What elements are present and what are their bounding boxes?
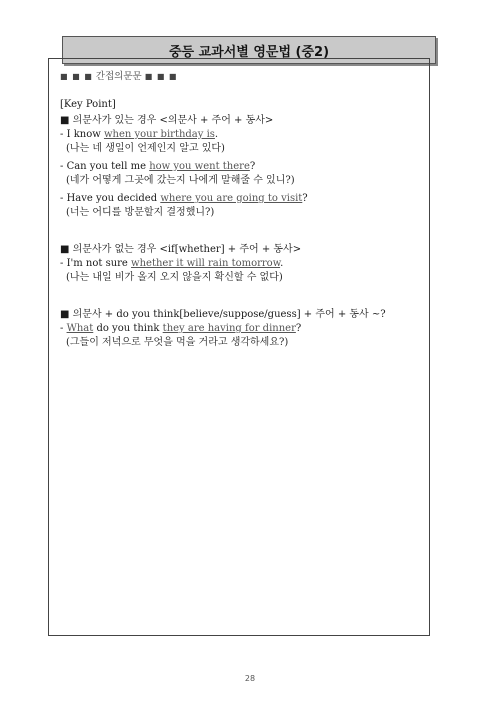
example-dash: -	[60, 161, 67, 172]
example-punct: .	[280, 258, 284, 269]
rule-1-label: ■ 의문사가 있는 경우 <의문사 + 주어 + 동사>	[60, 115, 274, 126]
example-text: Have you decided	[66, 193, 161, 204]
page-number: 28	[244, 674, 256, 683]
example-translation: (너는 어디를 방문할지 결정했니?)	[66, 207, 215, 218]
example-punct: ?	[249, 161, 256, 172]
example-text: I'm not sure	[66, 258, 132, 269]
example-dash: -	[60, 258, 67, 269]
example-text: Can you tell me	[66, 161, 150, 172]
example-clause: how you went there	[149, 161, 250, 172]
header-title: 중등 교과서별 영문법 (중2)	[168, 44, 330, 60]
rule-3-example-1	[60, 322, 420, 350]
key-point-label: [Key Point]	[60, 99, 116, 110]
rule-3-label: ■ 의문사 + do you think[believe/suppose/guess] + 주어 + 동사 ~?	[60, 309, 386, 320]
example-translation: (그들이 저녁으로 무엇을 먹을 거라고 생각하세요?)	[66, 337, 289, 348]
rule-2-example-1	[60, 257, 420, 285]
example-text: I know	[66, 129, 104, 140]
rule-1-example-2	[60, 160, 420, 188]
example-dash: -	[60, 323, 67, 334]
example-text: do you think	[93, 323, 163, 334]
example-punct: ?	[295, 323, 302, 334]
example-question-word: What	[66, 323, 94, 334]
example-clause: when your birthday is	[103, 129, 215, 140]
example-translation: (나는 내일 비가 올지 오지 않을지 확신할 수 없다)	[66, 272, 283, 283]
section-title	[60, 70, 420, 84]
section-title-text: 간접의문문	[95, 71, 142, 82]
example-dash: -	[60, 129, 67, 140]
rule-1-example-3	[60, 192, 420, 220]
example-clause: whether it will rain tomorrow	[131, 258, 281, 269]
rule-2-label: ■ 의문사가 없는 경우 <if[whether] + 주어 + 동사>	[60, 244, 302, 255]
example-translation: (네가 어떻게 그곳에 갔는지 나에게 말해줄 수 있니?)	[66, 175, 295, 186]
example-clause: they are having for dinner	[162, 323, 296, 334]
example-punct: ?	[302, 193, 308, 204]
content-body	[60, 70, 420, 354]
example-dash: -	[60, 193, 67, 204]
section-marks-left: ■ ■ ■	[60, 72, 93, 81]
example-translation: (나는 네 생일이 언제인지 알고 있다)	[66, 143, 225, 154]
rule-1-example-1	[60, 128, 420, 156]
example-punct: .	[214, 129, 219, 140]
section-marks-right: ■ ■ ■	[144, 72, 178, 81]
example-clause: where you are going to visit	[160, 193, 303, 204]
